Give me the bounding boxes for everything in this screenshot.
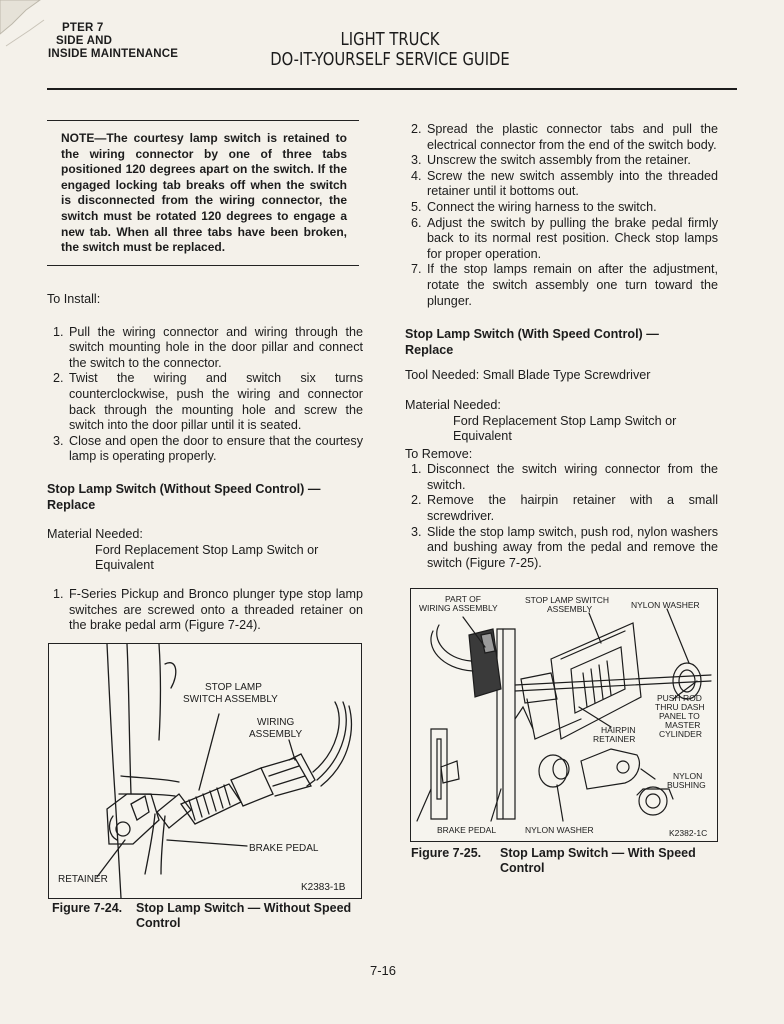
header-rule [47,88,737,90]
figure-7-25 [410,588,718,842]
label-brake-pedal: BRAKE PEDAL [249,843,319,854]
label-push-rod-3: PANEL TO [659,711,700,721]
label-assembly: ASSEMBLY [249,729,303,740]
chapter-header [48,22,178,61]
replace-steps-continued [405,122,718,309]
section-heading-with-speed-control: Stop Lamp Switch (With Speed Control) — Replace [405,327,659,357]
list-item: 3. Close and open the door to ensure that the courtesy lamp is operating properly. [53,433,363,464]
figure-7-25-caption [411,846,721,876]
figure-code: K2383-1B [301,882,346,893]
label-bushing: BUSHING [667,780,706,790]
label-switch-assembly: SWITCH ASSEMBLY [183,694,278,705]
label-stop-lamp: STOP LAMP [205,682,262,693]
list-item: 1. F-Series Pickup and Bronco plunger type stop lamp switches are screwed onto a threaded retainer on the brake pedal arm (Figure 7-24). [53,586,363,633]
caption-number: Figure 7-25. [411,846,482,860]
tool-needed: Tool Needed: Small Blade Type Screwdriver [405,368,651,383]
label-stop-lamp-switch: STOP LAMP SWITCH [525,595,610,605]
caption-text: Stop Lamp Switch — Without Speed Control [136,901,352,930]
material-needed-label: Material Needed: [47,527,143,542]
page-number: 7-16 [370,963,397,978]
title-line-2: DO-IT-YOURSELF SERVICE GUIDE [270,49,510,70]
caption-text: Stop Lamp Switch — With Speed Control [500,846,696,875]
section-heading-without-speed-control: Stop Lamp Switch (Without Speed Control) — Replace [47,481,321,512]
caption-number: Figure 7-24. [52,901,123,915]
to-remove-label: To Remove: [405,446,473,461]
label-retainer: RETAINER [58,874,108,885]
label-push-rod-2: THRU DASH [655,702,705,712]
label-wiring-assembly: WIRING ASSEMBLY [419,603,498,613]
title-line-1: LIGHT TRUCK [340,29,440,50]
right-column [405,122,718,571]
install-steps [47,325,363,465]
material-needed-label: Material Needed: [405,397,501,412]
label-wiring: WIRING [257,717,295,728]
label-nylon: NYLON [673,771,703,781]
list-item: 2. Twist the wiring and switch six turns counterclockwise, push the wiring and connector back through the mounting hole and screw the switch into the door pillar until it is seated. [53,371,363,433]
label-part-of: PART OF [445,594,481,604]
list-item: 7. If the stop lamps remain on after the adjustment, rotate the switch assembly one turn toward the plunger. [411,262,718,308]
list-item: 2. Spread the plastic connector tabs and pull the electrical connector from the end of the switch body. [411,122,718,152]
replace-steps [47,587,363,634]
list-item: 5. Connect the wiring harness to the switch. [411,199,657,214]
label-push-rod-4: MASTER [665,720,701,730]
left-column [47,292,363,634]
label-hairpin: HAIRPIN [601,725,636,735]
list-item: 2. Remove the hairpin retainer with a small screwdriver. [411,493,718,524]
chapter-line-3: INSIDE MAINTENANCE [48,48,179,60]
label-assembly: ASSEMBLY [547,604,593,614]
figure-code: K2382-1C [669,828,708,838]
material-needed-value: Ford Replacement Stop Lamp Switch or Equivalent [453,413,677,444]
figure-7-24 [48,643,362,899]
page-title [251,30,530,70]
label-retainer: RETAINER [593,734,636,744]
chapter-line-2: SIDE AND [56,35,113,47]
label-brake-pedal: BRAKE PEDAL [437,825,497,835]
label-push-rod-5: CYLINDER [659,729,702,739]
to-install-label: To Install: [47,292,101,306]
note-box: NOTE—The courtesy lamp switch is retained to the wiring connector by one of three tabs positioned 120 degrees apart on the switch. If the engaged locking tab breaks off when the switch is disconnected from the wiring connector, the switch must be rotated 120 degrees to engage a new tab. When all three tabs have been broken, the switch must be replaced. [47,120,359,266]
list-item: 1. Pull the wiring connector and wiring through the switch mounting hole in the door pillar and connect the switch to the connector. [53,324,363,370]
label-push-rod-1: PUSH ROD [657,693,702,703]
list-item: 6. Adjust the switch by pulling the brake pedal firmly back to its normal rest position. Check stop lamps for proper operation. [411,215,718,261]
chapter-line-1: PTER 7 [62,22,104,34]
remove-steps [405,462,718,571]
figure-7-24-caption [52,901,368,931]
list-item: 3. Unscrew the switch assembly from the retainer. [411,153,691,168]
material-needed-value: Ford Replacement Stop Lamp Switch or Equivalent [95,542,319,573]
label-nylon-washer-bottom: NYLON WASHER [525,825,594,835]
list-item: 3. Slide the stop lamp switch, push rod, nylon washers and bushing away from the pedal and remove the switch (Figure 7-25). [411,524,718,570]
list-item: 4. Screw the new switch assembly into the threaded retainer until it bottoms out. [411,168,718,199]
label-nylon-washer-top: NYLON WASHER [631,600,700,610]
list-item: 1. Disconnect the switch wiring connector from the switch. [411,462,718,492]
